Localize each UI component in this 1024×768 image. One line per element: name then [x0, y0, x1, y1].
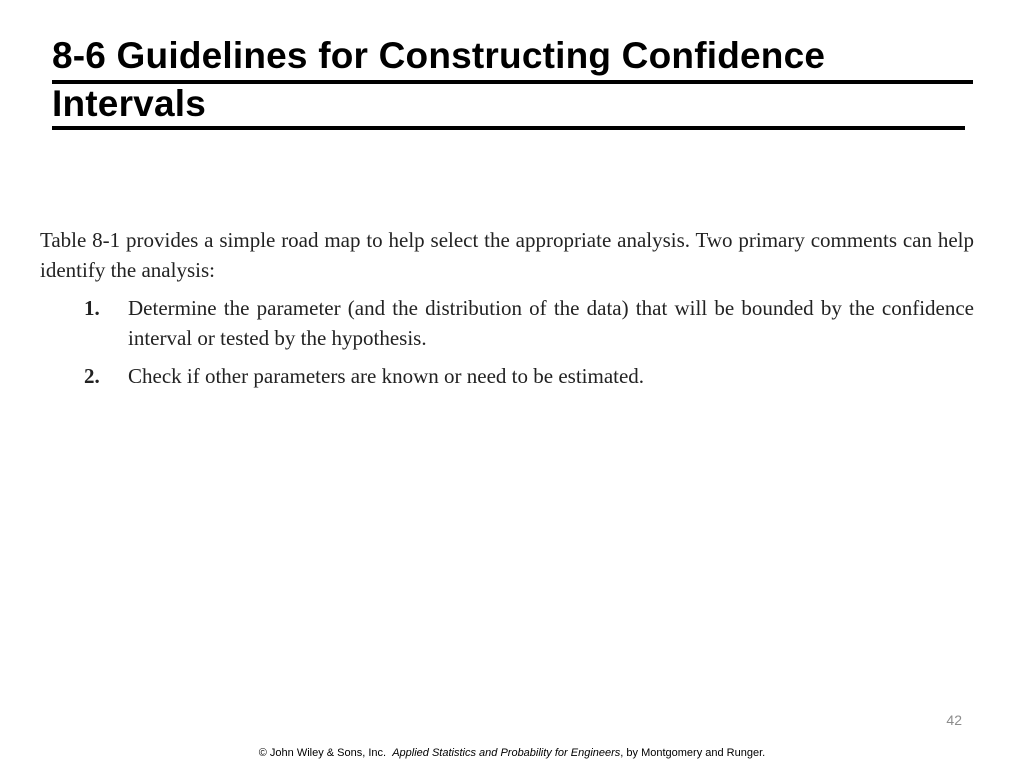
list-item-text: Check if other parameters are known or need to be estimated.: [128, 364, 645, 388]
list-item-number: 2.: [84, 364, 100, 388]
title-underline-2: [52, 126, 965, 130]
title-line-2: Intervals: [52, 83, 206, 124]
footer-copyright: © John Wiley & Sons, Inc.: [258, 747, 387, 759]
title-line-1: 8-6 Guidelines for Constructing Confidence: [52, 35, 826, 76]
footer: [0, 747, 1024, 759]
footer-authors: , by Montgomery and Runger.: [620, 747, 766, 759]
numbered-list: [40, 293, 974, 391]
page-number: 42: [946, 712, 962, 728]
footer-book-title: Applied Statistics and Probability for Engineers: [392, 747, 621, 759]
list-item: [40, 361, 974, 391]
list-item-text: Determine the parameter (and the distribution of the data) that will be bounded by the confidence interval or tested by the hypothesis.: [128, 296, 974, 350]
body-content: [40, 225, 974, 399]
list-item: [40, 293, 974, 353]
slide-title: [52, 34, 977, 130]
intro-paragraph: Table 8-1 provides a simple road map to help select the appropriate analysis. Two primary comments can help identify the analysis:: [40, 228, 974, 282]
list-item-number: 1.: [84, 296, 100, 320]
